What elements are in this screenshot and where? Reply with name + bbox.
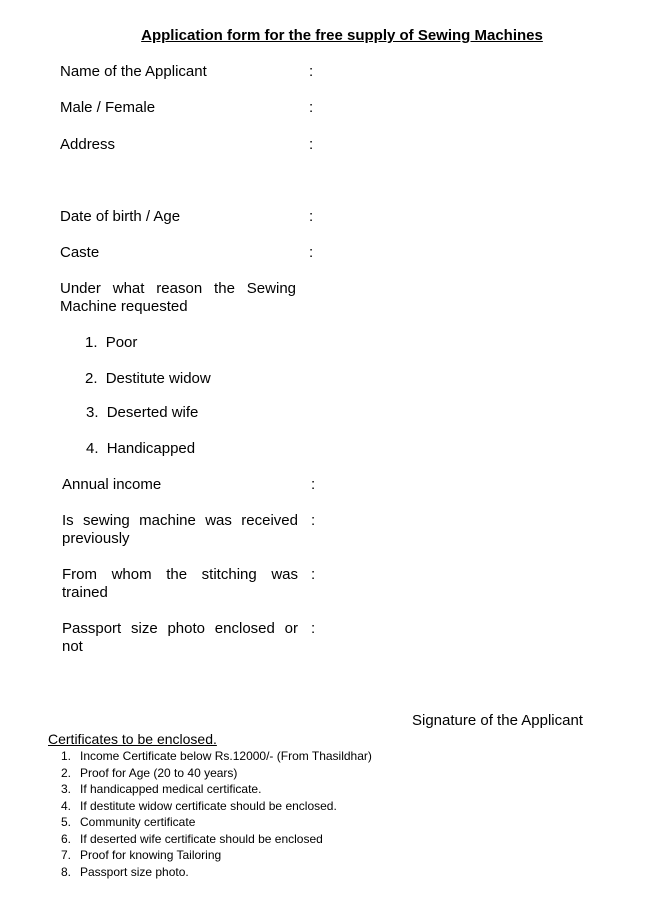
- field-label-caste: Caste: [60, 244, 100, 261]
- page-title: Application form for the free supply of Sewing Machines: [141, 27, 543, 44]
- field-label-dob-age: Date of birth / Age: [60, 208, 181, 225]
- reason-question: Under what reason the Sewing Machine requested: [60, 280, 296, 315]
- certificates-heading: Certificates to be enclosed.: [48, 731, 217, 747]
- list-item: 3. If handicapped medical certificate.: [60, 782, 262, 796]
- field-label-annual-income: Annual income: [62, 476, 162, 493]
- field-colon: :: [309, 244, 314, 261]
- signature-label: Signature of the Applicant: [412, 712, 583, 729]
- certificates-list: [55, 748, 372, 880]
- field-label-name: Name of the Applicant: [60, 63, 207, 80]
- field-colon: :: [311, 566, 316, 583]
- list-item: 6. If deserted wife certificate should be enclosed: [60, 831, 323, 846]
- list-item: 7. Proof for knowing Tailoring: [60, 848, 222, 862]
- field-colon: :: [309, 99, 314, 116]
- list-item: 4. If destitute widow certificate should be enclosed.: [60, 798, 337, 813]
- list-item: 1. Income Certificate below Rs.12000/- (From Thasildhar): [60, 749, 372, 763]
- field-colon: :: [311, 620, 316, 637]
- reason-option: [86, 440, 195, 458]
- reason-option-number: 2.: [85, 370, 98, 387]
- field-colon: :: [309, 136, 314, 153]
- field-label-stitching-trained: From whom the stitching was trained: [62, 566, 298, 601]
- field-label-photo-enclosed: Passport size photo enclosed or not: [62, 620, 298, 655]
- list-item: 5. Community certificate: [60, 815, 196, 829]
- field-label-gender: Male / Female: [60, 99, 156, 116]
- list-item: 8. Passport size photo.: [60, 864, 189, 879]
- reason-option-text: Handicapped: [106, 440, 196, 457]
- field-colon: :: [311, 476, 316, 493]
- reason-option-text: Deserted wife: [106, 404, 199, 421]
- reason-option-text: Poor: [105, 334, 138, 351]
- field-label-address: Address: [60, 136, 116, 153]
- field-colon: :: [309, 63, 314, 80]
- field-colon: :: [309, 208, 314, 225]
- field-label-received-previously: Is sewing machine was received previously: [62, 512, 298, 547]
- list-item: 2. Proof for Age (20 to 40 years): [60, 765, 238, 780]
- reason-option: [86, 404, 198, 422]
- reason-option: [85, 334, 137, 352]
- reason-option-number: 4.: [86, 440, 99, 457]
- reason-option-text: Destitute widow: [105, 370, 211, 387]
- reason-option-number: 1.: [85, 334, 98, 351]
- reason-option-number: 3.: [86, 404, 99, 421]
- reason-option: [85, 370, 211, 388]
- field-colon: :: [311, 512, 316, 529]
